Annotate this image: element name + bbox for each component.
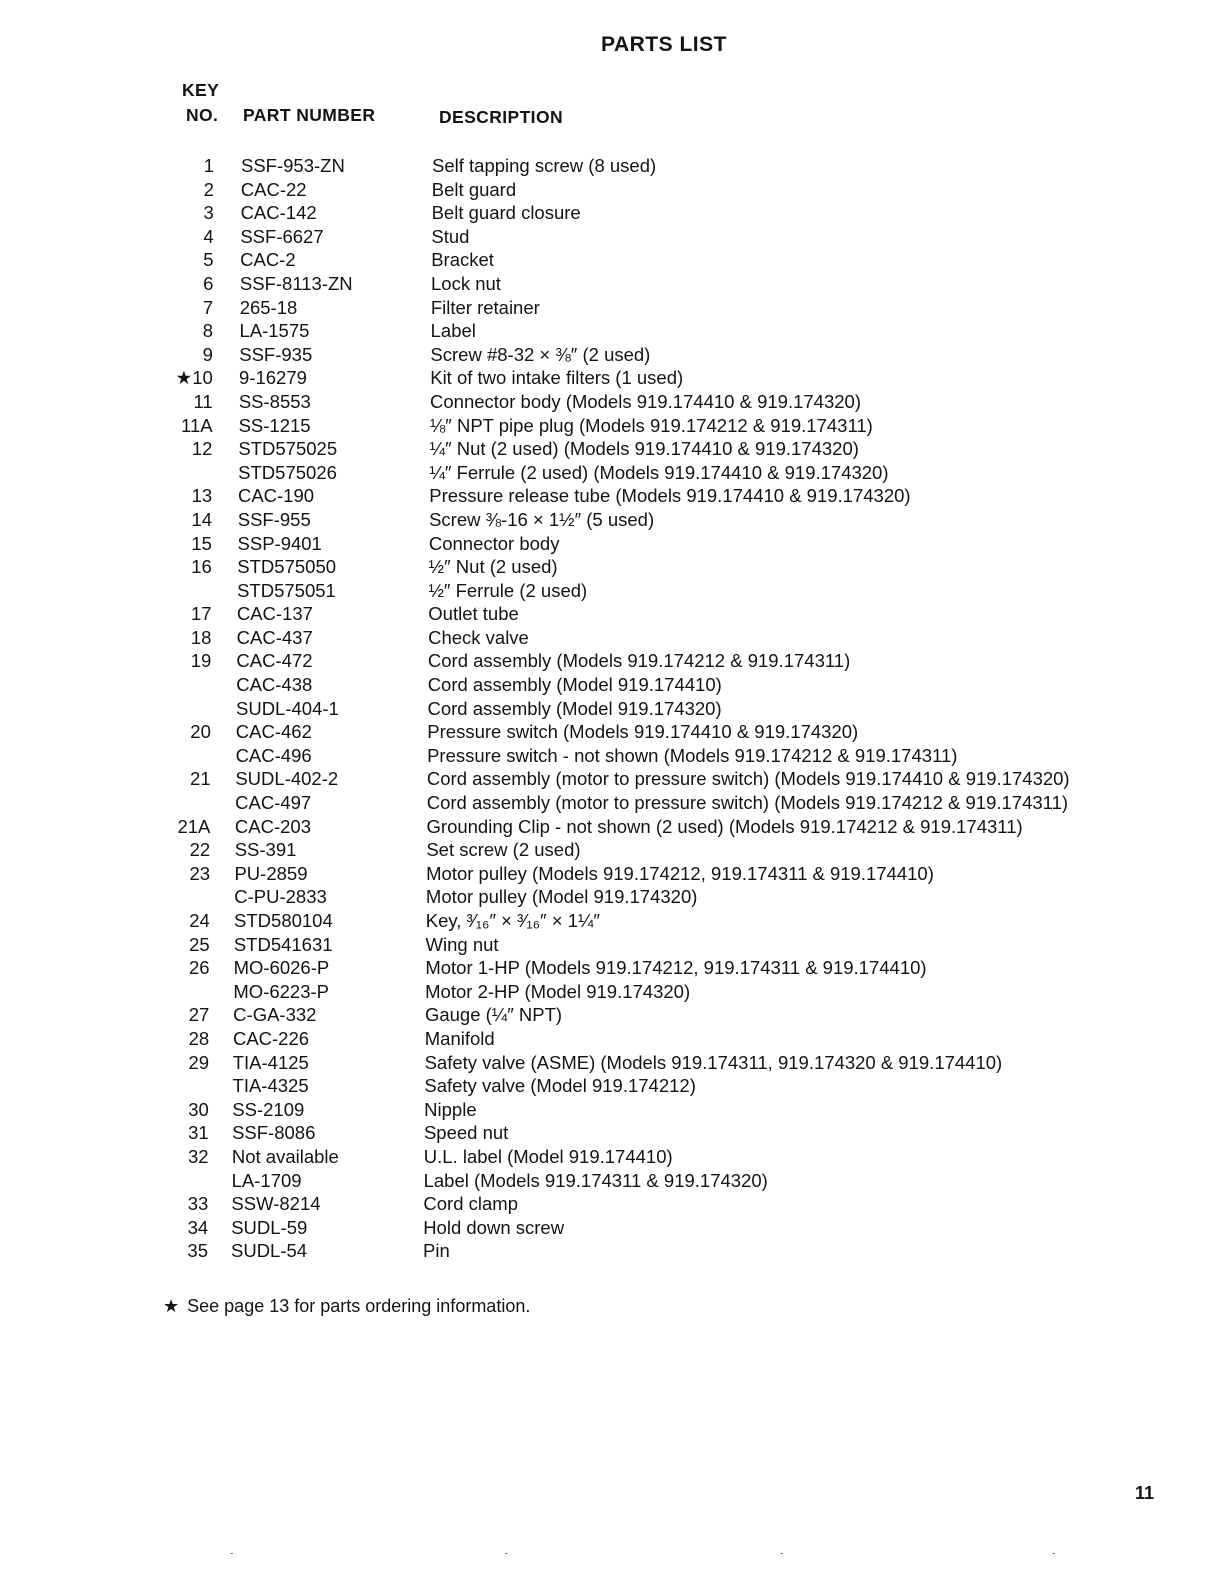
part-description: Set screw (2 used) bbox=[426, 839, 581, 861]
part-number: SS-2109 bbox=[232, 1098, 305, 1120]
table-row bbox=[0, 201, 1224, 225]
table-row bbox=[0, 248, 1224, 272]
table-row bbox=[0, 956, 1224, 980]
part-number: MO-6026-P bbox=[233, 957, 330, 979]
part-number: CAC-437 bbox=[236, 626, 313, 648]
part-description: Cord assembly (Model 919.174410) bbox=[427, 674, 722, 696]
table-row bbox=[0, 1051, 1224, 1075]
part-number: SS-1215 bbox=[238, 414, 311, 436]
table-row bbox=[0, 649, 1224, 673]
part-number: SSF-955 bbox=[237, 508, 311, 530]
part-number: SUDL-402-2 bbox=[235, 768, 339, 790]
part-description: Bracket bbox=[431, 249, 494, 271]
key-number: 17 bbox=[190, 603, 212, 625]
part-number-header: PART NUMBER bbox=[243, 105, 376, 125]
table-row bbox=[0, 885, 1224, 909]
table-row bbox=[0, 815, 1224, 839]
key-number: 34 bbox=[187, 1216, 209, 1238]
description-header: DESCRIPTION bbox=[439, 107, 563, 127]
part-description: Hold down screw bbox=[423, 1216, 565, 1238]
part-number: C-GA-332 bbox=[233, 1004, 317, 1026]
part-description: Cord clamp bbox=[423, 1193, 518, 1215]
part-description: ½″ Nut (2 used) bbox=[428, 556, 558, 578]
key-number: 24 bbox=[189, 910, 210, 931]
part-number: TIA-4325 bbox=[232, 1075, 309, 1097]
part-number: CAC-190 bbox=[237, 485, 315, 507]
part-number: LA-1575 bbox=[239, 320, 310, 342]
part-number: SSF-953-ZN bbox=[241, 155, 345, 176]
key-number: 8 bbox=[202, 320, 214, 342]
table-row bbox=[0, 319, 1224, 343]
part-description: Manifold bbox=[424, 1027, 495, 1049]
table-row bbox=[0, 532, 1224, 556]
part-number: CAC-226 bbox=[232, 1027, 310, 1049]
table-row bbox=[0, 909, 1224, 933]
star-icon: ★ bbox=[163, 1296, 180, 1316]
part-number: CAC-142 bbox=[240, 202, 317, 224]
part-description: Motor 2-HP (Model 919.174320) bbox=[425, 980, 691, 1002]
scan-speck bbox=[505, 1553, 508, 1554]
part-description: U.L. label (Model 919.174410) bbox=[423, 1145, 673, 1167]
key-number: 5 bbox=[203, 249, 214, 271]
key-number: 28 bbox=[188, 1027, 210, 1049]
table-row bbox=[0, 791, 1224, 815]
part-description: Gauge (¼″ NPT) bbox=[424, 1004, 563, 1026]
table-row bbox=[0, 862, 1224, 886]
table-row bbox=[0, 1169, 1224, 1193]
part-description: Pressure release tube (Models 919.174410 & 919.174320) bbox=[429, 485, 911, 507]
part-number: CAC-462 bbox=[235, 721, 312, 743]
part-description: Motor pulley (Models 919.174212, 919.174311 & 919.174410) bbox=[426, 862, 934, 884]
key-number: 21 bbox=[190, 768, 211, 790]
key-number: 26 bbox=[189, 957, 210, 979]
table-row bbox=[0, 1121, 1224, 1145]
part-number: CAC-203 bbox=[234, 815, 311, 837]
part-number: CAC-2 bbox=[240, 249, 296, 271]
part-description: Motor pulley (Model 919.174320) bbox=[425, 886, 698, 908]
table-row bbox=[0, 1192, 1224, 1216]
footnote bbox=[163, 1296, 530, 1317]
part-number: 9-16279 bbox=[239, 367, 307, 389]
part-description: Nipple bbox=[424, 1098, 477, 1120]
key-number: 33 bbox=[187, 1193, 209, 1215]
key-header-line2: NO. bbox=[186, 105, 219, 125]
key-number: 1 bbox=[203, 155, 214, 176]
key-number: 3 bbox=[203, 202, 214, 224]
key-number: 27 bbox=[188, 1004, 210, 1026]
page-number: 11 bbox=[1135, 1483, 1155, 1503]
table-row bbox=[0, 602, 1224, 626]
part-number: STD575050 bbox=[237, 556, 337, 578]
scan-speck bbox=[1052, 1553, 1055, 1554]
key-number: 20 bbox=[190, 721, 211, 743]
table-row bbox=[0, 1239, 1224, 1263]
table-row bbox=[0, 225, 1224, 249]
part-description: Screw #8-32 × ⅜″ (2 used) bbox=[430, 343, 651, 365]
key-number: 12 bbox=[191, 438, 213, 460]
table-row bbox=[0, 697, 1224, 721]
key-number: 2 bbox=[203, 178, 214, 200]
table-row bbox=[0, 178, 1224, 202]
part-description: Connector body (Models 919.174410 & 919.174320) bbox=[430, 390, 861, 412]
table-row bbox=[0, 154, 1224, 178]
part-description: Safety valve (ASME) (Models 919.174311, 919.174320 & 919.174410) bbox=[424, 1051, 1003, 1073]
table-row bbox=[0, 1216, 1224, 1240]
key-number: ★10 bbox=[175, 367, 213, 389]
scan-speck bbox=[230, 1553, 233, 1554]
part-description: Grounding Clip - not shown (2 used) (Models 919.174212 & 919.174311) bbox=[426, 815, 1023, 837]
part-number: LA-1709 bbox=[231, 1169, 302, 1191]
key-number: 32 bbox=[187, 1145, 209, 1167]
part-number: CAC-137 bbox=[236, 603, 313, 625]
part-description: Cord assembly (motor to pressure switch) (Models 919.174410 & 919.174320) bbox=[426, 768, 1070, 790]
key-number: 19 bbox=[190, 650, 212, 672]
part-description: Check valve bbox=[428, 626, 529, 648]
part-number: MO-6223-P bbox=[233, 980, 330, 1002]
part-number: SSF-6627 bbox=[240, 225, 324, 247]
table-row bbox=[0, 767, 1224, 791]
part-number: SUDL-59 bbox=[231, 1216, 308, 1238]
key-number: 30 bbox=[188, 1098, 209, 1120]
part-number: SUDL-54 bbox=[231, 1240, 308, 1262]
part-description: Label (Models 919.174311 & 919.174320) bbox=[423, 1169, 768, 1191]
table-row bbox=[0, 1074, 1224, 1098]
part-description: Lock nut bbox=[431, 272, 501, 294]
scan-speck bbox=[780, 1553, 783, 1554]
table-row bbox=[0, 508, 1224, 532]
parts-table bbox=[0, 154, 1224, 1263]
part-description: Motor 1-HP (Models 919.174212, 919.174311 & 919.174410) bbox=[425, 957, 927, 979]
table-row bbox=[0, 296, 1224, 320]
key-number: 11A bbox=[181, 414, 213, 436]
key-number: 25 bbox=[189, 933, 210, 955]
key-number: 35 bbox=[187, 1240, 208, 1262]
table-row bbox=[0, 1003, 1224, 1027]
part-number: SSF-935 bbox=[239, 343, 313, 365]
part-description: Cord assembly (Models 919.174212 & 919.174311) bbox=[427, 650, 851, 672]
key-number: 14 bbox=[191, 508, 213, 530]
key-number: 7 bbox=[202, 296, 214, 318]
part-description: Key, ³⁄₁₆″ × ³⁄₁₆″ × 1¼″ bbox=[425, 910, 600, 931]
part-description: Belt guard closure bbox=[431, 202, 581, 224]
part-number: SSP-9401 bbox=[237, 532, 322, 554]
part-description: Stud bbox=[431, 225, 470, 247]
part-description: Wing nut bbox=[425, 933, 499, 955]
part-number: SS-8553 bbox=[238, 390, 311, 412]
part-description: Cord assembly (Model 919.174320) bbox=[427, 697, 722, 719]
table-row bbox=[0, 673, 1224, 697]
part-number: CAC-497 bbox=[235, 792, 312, 814]
key-number: 21A bbox=[177, 815, 211, 837]
table-row bbox=[0, 1027, 1224, 1051]
key-number: 23 bbox=[189, 862, 211, 884]
part-description: Speed nut bbox=[423, 1122, 509, 1144]
key-number: 15 bbox=[191, 532, 212, 554]
part-number: STD575025 bbox=[238, 438, 338, 460]
part-description: Pin bbox=[423, 1240, 450, 1262]
key-number: 11 bbox=[193, 390, 213, 412]
part-number: CAC-438 bbox=[236, 674, 313, 696]
part-number: STD541631 bbox=[233, 933, 333, 955]
table-row bbox=[0, 484, 1224, 508]
part-description: Pressure switch - not shown (Models 919.174212 & 919.174311) bbox=[427, 744, 958, 766]
key-number: 16 bbox=[191, 556, 212, 578]
part-description: Outlet tube bbox=[428, 603, 519, 625]
part-description: Filter retainer bbox=[430, 296, 540, 318]
key-number: 4 bbox=[203, 225, 214, 247]
part-number: STD575051 bbox=[237, 579, 336, 601]
key-number: 31 bbox=[188, 1122, 209, 1144]
part-number: CAC-496 bbox=[235, 744, 312, 766]
table-row bbox=[0, 720, 1224, 744]
part-number: SSW-8214 bbox=[231, 1193, 321, 1215]
table-row bbox=[0, 626, 1224, 650]
part-number: STD580104 bbox=[234, 910, 333, 931]
part-number: TIA-4125 bbox=[232, 1051, 309, 1073]
table-row bbox=[0, 272, 1224, 296]
part-description: ¼″ Ferrule (2 used) (Models 919.174410 & 919.174320) bbox=[429, 461, 889, 483]
table-row bbox=[0, 838, 1224, 862]
part-description: ¼″ Nut (2 used) (Models 919.174410 & 919.174320) bbox=[429, 438, 859, 460]
part-description: ½″ Ferrule (2 used) bbox=[428, 579, 588, 601]
footnote-text: See page 13 for parts ordering information. bbox=[187, 1296, 531, 1316]
part-number: SSF-8113-ZN bbox=[239, 272, 353, 294]
key-header-line1: KEY bbox=[182, 80, 220, 100]
table-row bbox=[0, 366, 1224, 390]
table-row bbox=[0, 980, 1224, 1004]
part-number: PU-2859 bbox=[234, 862, 308, 884]
part-description: Screw ⅜-16 × 1½″ (5 used) bbox=[429, 508, 655, 530]
part-number: Not available bbox=[231, 1145, 339, 1167]
part-number: CAC-22 bbox=[240, 178, 307, 200]
table-row bbox=[0, 461, 1224, 485]
table-row bbox=[0, 1098, 1224, 1122]
table-row bbox=[0, 437, 1224, 461]
part-description: Self tapping screw (8 used) bbox=[432, 155, 657, 176]
table-row bbox=[0, 343, 1224, 367]
part-number: C-PU-2833 bbox=[234, 886, 327, 908]
part-number: STD575026 bbox=[238, 461, 337, 483]
key-number: 13 bbox=[191, 485, 213, 507]
part-description: ⅛″ NPT pipe plug (Models 919.174212 & 919.174311) bbox=[429, 414, 873, 436]
key-number: 29 bbox=[188, 1051, 210, 1073]
page-title: PARTS LIST bbox=[601, 33, 727, 56]
part-description: Pressure switch (Models 919.174410 & 919.174320) bbox=[427, 721, 859, 743]
key-number: 22 bbox=[189, 839, 211, 861]
table-row bbox=[0, 1145, 1224, 1169]
table-row bbox=[0, 390, 1224, 414]
part-description: Belt guard bbox=[431, 178, 517, 200]
part-number: SS-391 bbox=[234, 839, 297, 861]
table-row bbox=[0, 579, 1224, 603]
part-number: 265-18 bbox=[239, 296, 298, 318]
table-row bbox=[0, 744, 1224, 768]
part-description: Connector body bbox=[428, 532, 560, 554]
key-number: 9 bbox=[202, 343, 213, 365]
key-number: 18 bbox=[190, 626, 212, 648]
part-number: CAC-472 bbox=[236, 650, 313, 672]
table-row bbox=[0, 933, 1224, 957]
part-number: SUDL-404-1 bbox=[236, 697, 339, 719]
table-row bbox=[0, 414, 1224, 438]
part-description: Label bbox=[430, 320, 476, 342]
part-number: SSF-8086 bbox=[232, 1122, 316, 1144]
part-description: Kit of two intake filters (1 used) bbox=[430, 367, 684, 389]
column-headers bbox=[0, 80, 1224, 130]
key-number: 6 bbox=[203, 272, 214, 294]
table-row bbox=[0, 555, 1224, 579]
part-description: Safety valve (Model 919.174212) bbox=[424, 1075, 696, 1097]
part-description: Cord assembly (motor to pressure switch) (Models 919.174212 & 919.174311) bbox=[426, 792, 1069, 814]
